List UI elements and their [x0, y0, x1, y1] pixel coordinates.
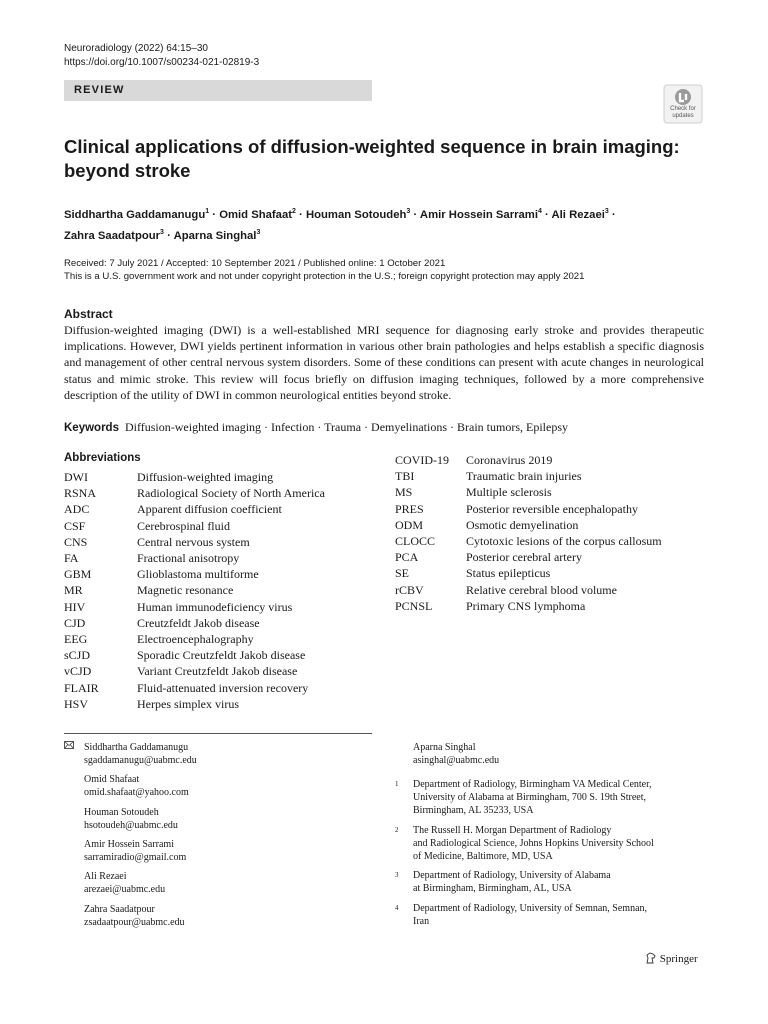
author-name[interactable]: Omid Shafaat$^2$	[219, 208, 296, 221]
abstract-heading: Abstract	[64, 307, 113, 321]
contact-block	[84, 741, 197, 767]
author-affiliation-number: 4	[537, 208, 542, 215]
abbreviations-heading: Abbreviations	[64, 452, 141, 464]
author-separator: ·	[541, 208, 552, 221]
abbreviation-term: vCJD	[64, 664, 92, 679]
author-separator: ·	[209, 208, 220, 221]
abbreviation-term: DWI	[64, 470, 88, 484]
contact-email[interactable]: sarramiradio@gmail.com	[84, 852, 187, 863]
affiliation-text	[413, 869, 611, 895]
abbreviation-definition: Diffusion-weighted imaging	[137, 470, 274, 484]
abbreviations-column-2	[395, 452, 662, 614]
footnote-rule	[64, 733, 372, 734]
affiliation-block	[395, 902, 647, 928]
author-affiliation-number: 3	[160, 228, 164, 236]
author-affiliation-number: 1	[205, 208, 210, 215]
publication-dates	[64, 257, 584, 283]
author-list	[64, 203, 704, 245]
abbreviation-row	[395, 484, 662, 500]
abbreviation-definition: Posterior reversible encephalopathy	[466, 501, 638, 516]
abbreviation-definition: Traumatic brain injuries	[466, 469, 582, 484]
contact-email[interactable]: asinghal@uabmc.edu	[413, 755, 500, 766]
author-name[interactable]: Zahra Saadatpour$^3$	[64, 228, 164, 242]
author-separator: ·	[410, 208, 420, 221]
abbreviation-row	[395, 549, 662, 565]
affiliation-number: 1	[395, 780, 399, 788]
affiliation-line: Birmingham, AL 35233, USA	[413, 805, 534, 816]
abbreviation-term: CLOCC	[395, 534, 436, 549]
abbreviation-definition: Creutzfeldt Jakob disease	[137, 615, 260, 630]
author-name[interactable]: Aparna Singhal$^3$	[173, 228, 261, 242]
abbreviation-term: MS	[395, 485, 413, 500]
abbreviation-definition: Central nervous system	[137, 534, 250, 549]
journal-citation: Neuroradiology (2022) 64:15–30	[64, 43, 208, 54]
journal-citation-block	[64, 42, 259, 70]
abbreviation-row	[64, 631, 325, 647]
article-title: Clinical applications of diffusion-weighted sequence in brain imaging: beyond stroke	[64, 136, 680, 181]
abbreviation-definition: Multiple sclerosis	[466, 485, 552, 500]
abbreviation-term: sCJD	[64, 648, 91, 663]
abbreviation-term: PCNSL	[395, 598, 433, 613]
abbreviations-column-1	[64, 469, 325, 712]
check-for-updates-label[interactable]	[660, 106, 706, 120]
abbreviation-row	[395, 501, 662, 517]
abbreviation-term: PRES	[395, 501, 424, 516]
abbreviation-definition: Cytotoxic lesions of the corpus callosum	[466, 534, 662, 549]
abbreviation-definition: Fractional anisotropy	[137, 551, 240, 566]
contact-email[interactable]: arezaei@uabmc.edu	[84, 884, 166, 895]
contact-name: Siddhartha Gaddamanugu	[84, 742, 189, 753]
abbreviation-row	[64, 518, 325, 534]
abbreviation-row	[64, 469, 325, 485]
contact-block	[84, 870, 165, 896]
author-affiliation-number: 3	[604, 208, 609, 215]
abbreviation-row	[395, 565, 662, 581]
abbreviation-row	[64, 647, 325, 663]
contact-name: Ali Rezaei	[84, 871, 127, 882]
affiliation-number: 4	[395, 904, 399, 912]
abbreviation-row	[64, 550, 325, 566]
affiliation-text	[413, 824, 654, 863]
dates-line: Received: 7 July 2021 / Accepted: 10 September 2021 / Published online: 1 October 2021	[64, 258, 446, 269]
abbreviation-definition: Relative cerebral blood volume	[466, 582, 617, 597]
abbreviation-row	[64, 696, 325, 712]
affiliation-line: Department of Radiology, Birmingham VA Medical Center,	[413, 779, 652, 790]
abbreviation-definition: Glioblastoma multiforme	[137, 567, 259, 582]
abbreviation-term: FLAIR	[64, 680, 99, 695]
abbreviation-definition: Herpes simplex virus	[137, 696, 239, 711]
contact-block	[84, 806, 178, 832]
author-separator: ·	[295, 208, 306, 221]
abbreviation-row	[64, 599, 325, 615]
abbreviation-row	[395, 533, 662, 549]
abbreviation-row	[64, 485, 325, 501]
abbreviation-definition: Magnetic resonance	[137, 583, 234, 598]
abbreviation-term: rCBV	[395, 582, 424, 597]
abbreviation-definition: Electroencephalography	[137, 632, 254, 647]
abbreviation-term: CNS	[64, 534, 88, 549]
contact-block	[84, 773, 189, 799]
abbreviation-row	[395, 468, 662, 484]
author-separator: ·	[608, 208, 616, 221]
abbreviation-term: PCA	[395, 550, 419, 565]
affiliation-text	[413, 902, 647, 928]
affiliation-text	[413, 778, 652, 817]
abbreviation-row	[64, 663, 325, 679]
abbreviation-term: ODM	[395, 517, 424, 532]
author-separator: ·	[163, 229, 174, 242]
abbreviation-row	[64, 680, 325, 696]
contact-email[interactable]: sgaddamanugu@uabmc.edu	[84, 755, 197, 766]
keywords-text: Diffusion-weighted imaging · Infection · Trauma · Demyelinations · Brain tumors, Epilepsy	[124, 420, 569, 434]
keywords	[64, 420, 704, 435]
abbreviation-row	[395, 582, 662, 598]
affiliation-number: 3	[395, 871, 399, 879]
affiliation-line: Department of Radiology, University of Alabama	[413, 870, 611, 881]
abbreviation-row	[64, 615, 325, 631]
contact-block	[413, 741, 499, 767]
contact-email[interactable]: omid.shafaat@yahoo.com	[84, 787, 189, 798]
abbreviation-term: COVID-19	[395, 453, 449, 467]
abbreviation-definition: Fluid-attenuated inversion recovery	[137, 680, 309, 695]
abbreviation-term: RSNA	[64, 486, 97, 501]
copyright-line: This is a U.S. government work and not under copyright protection in the U.S.; foreign copyright protection may apply 2021	[64, 271, 585, 282]
abbreviation-definition: Coronavirus 2019	[466, 453, 553, 467]
abbreviation-definition: Human immunodeficiency virus	[137, 599, 293, 614]
abbreviation-definition: Apparent diffusion coefficient	[137, 502, 282, 517]
contact-name: Aparna Singhal	[413, 742, 476, 753]
affiliation-number: 2	[395, 826, 399, 834]
abbreviation-definition: Primary CNS lymphoma	[466, 598, 586, 613]
abbreviation-definition: Radiological Society of North America	[137, 486, 325, 501]
affiliation-line: Iran	[413, 916, 430, 927]
abbreviation-definition: Cerebrospinal fluid	[137, 518, 230, 533]
abbreviation-row	[64, 534, 325, 550]
envelope-icon	[64, 741, 74, 749]
badge-line-2: updates	[672, 113, 694, 119]
affiliation-block	[395, 824, 654, 863]
affiliation-line: at Birmingham, Birmingham, AL, USA	[413, 883, 572, 894]
contact-email[interactable]: hsotoudeh@uabmc.edu	[84, 820, 178, 831]
contact-email[interactable]: zsadaatpour@uabmc.edu	[84, 917, 185, 928]
doi-link[interactable]: https://doi.org/10.1007/s00234-021-02819-3	[64, 57, 260, 68]
affiliation-line: The Russell H. Morgan Department of Radiology	[413, 825, 612, 836]
author-name[interactable]: Amir Hossein Sarrami$^4$	[419, 208, 542, 221]
abbreviation-definition: Osmotic demyelination	[466, 517, 579, 532]
abbreviation-term: EEG	[64, 632, 88, 647]
abbreviation-term: ADC	[64, 502, 90, 517]
contact-name: Houman Sotoudeh	[84, 807, 159, 818]
badge-line-1: Check for	[670, 106, 696, 112]
contact-block	[84, 903, 185, 929]
author-name[interactable]: Siddhartha Gaddamanugu$^1$	[64, 208, 210, 221]
abbreviation-term: SE	[395, 566, 410, 581]
affiliation-block	[395, 869, 611, 895]
abbreviation-term: MR	[64, 583, 83, 598]
abbreviation-definition: Variant Creutzfeldt Jakob disease	[137, 664, 298, 679]
affiliation-line: and Radiological Science, Johns Hopkins University School	[413, 838, 654, 849]
abbreviation-term: CSF	[64, 518, 86, 533]
keywords-heading: Keywords	[64, 422, 119, 434]
abbreviation-row	[395, 452, 662, 468]
affiliation-block	[395, 778, 652, 817]
affiliation-line: of Medicine, Baltimore, MD, USA	[413, 851, 553, 862]
abbreviation-term: HSV	[64, 696, 89, 711]
section-label: REVIEW	[74, 84, 125, 96]
abbreviation-term: CJD	[64, 615, 86, 630]
abbreviation-row	[64, 501, 325, 517]
abbreviation-definition: Status epilepticus	[466, 566, 551, 581]
affiliation-line: Department of Radiology, University of Semnan, Semnan,	[413, 903, 648, 914]
publisher-name: Springer	[659, 953, 698, 965]
author-affiliation-number: 2	[292, 208, 296, 215]
abstract-text: Diffusion-weighted imaging (DWI) is a well-established MRI sequence for diagnosing early stroke and provides therapeutic implications. However, DWI yields pertinent information in various other brain pathologies and helps establish a specific diagnosis and management of other central nervous system disorders. Some of these conditions can present with acute changes in neurological status and mimic stroke. This review will focus briefly on diffusion imaging techniques, followed by a more comprehensive description of the utility of DWI in common neurological entities beyond stroke.	[64, 323, 704, 402]
abbreviation-term: HIV	[64, 599, 86, 614]
abbreviation-row	[64, 566, 325, 582]
author-affiliation-number: 3	[256, 228, 261, 236]
abbreviation-term: GBM	[64, 567, 92, 582]
abbreviation-term: TBI	[395, 469, 415, 484]
abbreviation-row	[395, 598, 662, 614]
abbreviation-definition: Posterior cerebral artery	[466, 550, 582, 565]
contact-name: Zahra Saadatpour	[84, 904, 155, 915]
abbreviation-term: FA	[64, 551, 79, 566]
abbreviation-row	[395, 517, 662, 533]
author-name[interactable]: Houman Sotoudeh$^3$	[305, 208, 411, 221]
contact-name: Amir Hossein Sarrami	[84, 839, 174, 850]
affiliation-line: University of Alabama at Birmingham, 700 S. 19th Street,	[413, 792, 647, 803]
abbreviation-row	[64, 582, 325, 598]
author-name[interactable]: Ali Rezaei$^3$	[551, 208, 609, 221]
author-affiliation-number: 3	[406, 208, 411, 215]
abbreviation-definition: Sporadic Creutzfeldt Jakob disease	[137, 648, 306, 663]
publisher-mark	[645, 952, 698, 965]
contact-block	[84, 838, 186, 864]
contact-name: Omid Shafaat	[84, 774, 140, 785]
springer-horse-icon	[645, 952, 657, 964]
